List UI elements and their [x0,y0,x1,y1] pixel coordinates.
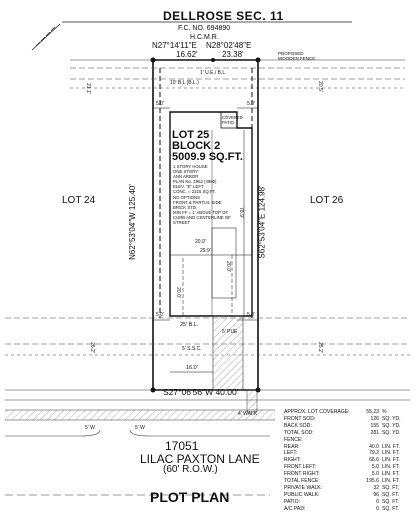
stat-row [284,423,412,430]
stat-unit: LIN. FT. [382,443,400,450]
note-line: STREET [173,220,190,226]
ssc-label: 5' S.S.C. [182,346,202,352]
corner-marker-n [211,58,215,62]
house-width-dim: 29.9' [200,248,211,254]
address-number: 17051 [165,439,199,453]
north-right-distance: 23.38' [222,50,244,59]
stat-unit: SQ. FT. [382,484,400,491]
lot-26-label: LOT 26 [310,195,344,206]
south-bearing: S27°06'56"W 40.00' [163,387,239,397]
stat-label: TOTAL FENCE: [284,478,320,485]
north-left-distance: 16.62' [176,50,198,59]
driveway [213,316,243,390]
street-name: LILAC PAXTON LANE [140,452,260,466]
front-right-easement: 25.2' [316,342,323,353]
inner-dim-b-label: 20.0' [224,261,231,272]
note-line: FRONT & PARTIAL SIDE [173,199,222,205]
stat-unit: SQ. YD. [382,422,401,429]
note-line: MIN FF = 1' ABOVE TOP OF [173,209,229,215]
stat-value: 155 [370,422,379,429]
stat-unit: LIN. FT. [382,478,400,485]
stat-unit: LIN. FT. [382,464,400,471]
note-line: ANN ARBOR [173,174,199,180]
stat-value: 5.0 [371,464,379,471]
front-left-easement: 26.2' [88,342,95,353]
north-right-bearing: N28°02'48"E [206,41,252,50]
block-number: BLOCK 2 [172,140,221,152]
stat-row [284,457,412,464]
west-bearing: N62°53'04"W 125.40' [127,184,137,260]
setback-low-left: 5.0' [156,312,164,318]
row-label: (60' R.O.W.) [163,464,218,475]
stat-value: 66.6 [369,457,379,464]
stat-label: FENCE: [284,436,303,443]
sidewalk [5,410,275,420]
plot-plan-title: PLOT PLAN [150,489,230,505]
stat-row [284,409,412,416]
hcmr-label: H.C.M.R. [190,34,219,41]
north-left-bearing: N27°14'11"E [152,41,197,50]
stat-value: 32 [373,484,379,491]
drive-width-label: 16.0' [186,365,198,371]
note-line: BRICK STD. [173,204,198,210]
subdivision-title: DELLROSE SEC. 11 [163,9,284,23]
front-bl-label: 25' B.L. [180,322,199,328]
stat-label: LEFT: [284,450,298,457]
ue-label: 1' U.E./ B.L. [200,70,227,76]
stat-unit: SQ. YD. [382,415,401,422]
inner-dim-a-label: 20.0' [174,287,181,298]
stat-label: PATIO: [284,498,300,505]
stat-unit: SQ. FT. [382,505,400,512]
stat-row [284,444,412,451]
fence-label: PROPOSED WOODEN FENCE [278,51,316,61]
stat-row [284,478,412,485]
stat-value: 96 [373,491,379,498]
lot-number: LOT 25 [172,129,210,141]
rear-easement-left: 21.1' [84,83,91,94]
private-walk [247,390,257,412]
stat-label: PUBLIC WALK: [284,491,320,498]
north-arrow-ticks [36,27,55,46]
stat-label: A/C PAD: [284,505,306,512]
stat-row [284,450,412,457]
pue-label: 5' PUE [222,329,238,335]
setback-top-right: 5.0' [247,101,255,107]
stat-unit [379,437,412,444]
stat-value: 55.23 [366,409,379,415]
stat-row [284,492,412,499]
stat-value: 281 [370,429,379,436]
stat-row [284,485,412,492]
stat-unit: SQ. YD. [382,429,401,436]
stat-unit: % [382,409,387,415]
stat-value: 126 [370,415,379,422]
rear-bl-label: 10' B.L (B.L.) [170,80,199,86]
note-line: 1 STORY HOUSE [173,164,208,169]
stat-value: 195.6 [366,478,379,485]
stat-label: PRIVATE WALK: [284,484,323,491]
note-line: ELEV. "E" LEFT [173,184,204,190]
fc-number: F.C. NO. 694890 [178,25,231,32]
setback-top-left: 5.0' [156,101,164,107]
note-line: PLAN No. 4962 (4980) [173,179,217,185]
house-notes [173,164,231,225]
stat-value: 0 [376,498,379,505]
stat-label: FRONT RIGHT: [284,471,320,478]
patio-label: COVERED PATIO [222,115,243,125]
stat-unit: SQ. FT. [382,498,400,505]
stat-label: FRONT SOD: [284,415,316,422]
note-line: CURB AND CENTERLINE OF [173,214,231,220]
stat-value [357,437,379,444]
lot-statistics [284,409,412,513]
stat-label: FRONT LEFT: [284,464,317,471]
stat-row [284,471,412,478]
note-line: NO OPTIONS [173,194,200,200]
note-line: ONE STORY [173,169,199,175]
stat-label: RIGHT: [284,457,301,464]
stat-label: TOTAL SOD: [284,429,314,436]
stat-value: 79.2 [369,450,379,457]
lot-area: 5009.9 SQ.FT. [172,151,243,163]
stat-row [284,437,412,444]
stat-unit: LIN. FT. [382,450,400,457]
stat-row [284,464,412,471]
stat-row [284,506,412,513]
stat-label: APPROX. LOT COVERAGE: [284,409,350,415]
house-depth-left: 20.0' [195,239,206,245]
stat-row [284,416,412,423]
setback-low-right: 5.0' [247,312,255,318]
street-walk-left: 5' W [85,425,95,431]
stat-value: 5.0 [371,471,379,478]
lot-24-label: LOT 24 [62,195,96,206]
stat-unit: SQ. FT. [382,491,400,498]
note-line: CONC. = 2216 SQ.FT. [173,189,216,195]
stat-value: 40.0 [369,443,379,450]
stat-unit: LIN. FT. [382,471,400,478]
street-walk-right: 5' W [135,425,145,431]
east-bearing: S62°53'04"E 124.98' [257,185,267,259]
stat-label: BACK SOD: [284,422,312,429]
stat-row [284,430,412,437]
walk-label: 4' WALK [238,411,258,417]
rear-easement-right: 20.5' [316,81,323,92]
house-depth-label: 78.9' [237,207,244,218]
stat-label: REAR: [284,443,300,450]
stat-value: 0 [376,505,379,512]
stat-unit: LIN. FT. [382,457,400,464]
